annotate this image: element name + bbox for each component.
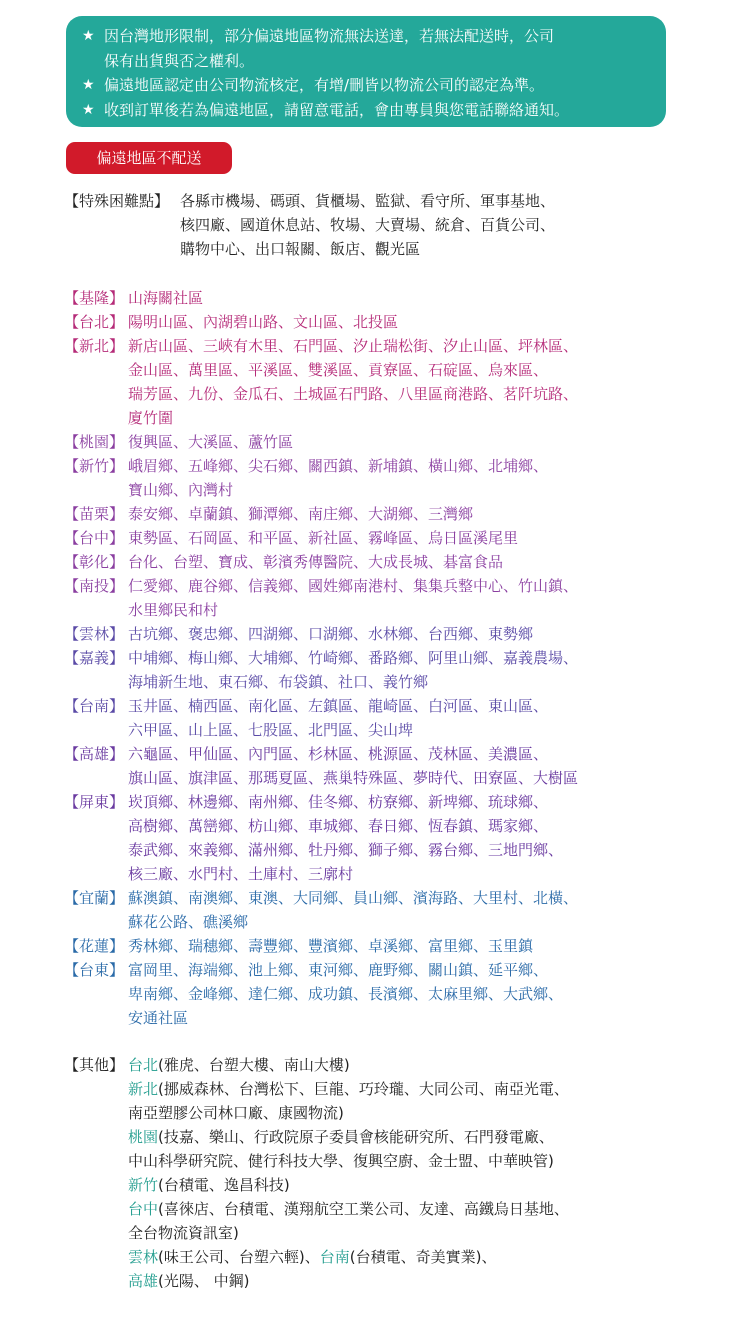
others-city: 桃園 (128, 1128, 159, 1146)
others-text: 中山科學研究院、健行科技大學、復興空廚、金士盟、中華映管) (128, 1152, 554, 1170)
others-text: (雅虎、台塑大樓、南山大樓) (158, 1056, 350, 1074)
others-city: 新北 (128, 1080, 159, 1098)
notice-item (82, 98, 656, 123)
others-city: 高雄 (128, 1272, 159, 1290)
region-line: 泰安鄉、卓蘭鎮、獅潭鄉、南庄鄉、大湖鄉、三灣鄉 (128, 505, 474, 523)
region-row (64, 934, 578, 958)
others-line (128, 1053, 569, 1077)
others-text: 南亞塑膠公司林口廠、康國物流) (128, 1104, 344, 1122)
notice-line: 偏遠地區認定由公司物流核定，有增/刪皆以物流公司的認定為準。 (104, 76, 545, 94)
region-line: 安通社區 (128, 1009, 189, 1027)
others-city: 雲林 (128, 1248, 159, 1266)
region-row (64, 334, 578, 430)
others-line (128, 1149, 569, 1173)
others-line (128, 1125, 569, 1149)
region-key: 【台北】 (64, 313, 125, 331)
others-line (128, 1269, 569, 1293)
region-row (64, 286, 578, 310)
region-line: 海埔新生地、東石鄉、布袋鎮、社口、義竹鄉 (128, 673, 429, 691)
others-city: 台南 (319, 1248, 350, 1266)
others-line (128, 1245, 569, 1269)
others-line (128, 1221, 569, 1245)
others-text: (技嘉、樂山、行政院原子委員會核能研究所、石門發電廠、 (158, 1128, 554, 1146)
region-key: 【屏東】 (64, 793, 125, 811)
region-key: 【宜蘭】 (64, 889, 125, 907)
region-line: 玉井區、楠西區、南化區、左鎮區、龍崎區、白河區、東山區、 (128, 697, 549, 715)
region-line: 旗山區、旗津區、那瑪夏區、燕巢特殊區、夢時代、田寮區、大樹區 (128, 769, 579, 787)
no-delivery-tag: 偏遠地區不配送 (66, 142, 232, 174)
region-key: 【南投】 (64, 577, 125, 595)
others-text: (光陽、 中鋼) (158, 1272, 250, 1290)
region-key: 【新北】 (64, 337, 125, 355)
region-row (64, 958, 578, 1030)
special-points-section (64, 189, 555, 261)
region-line: 六龜區、甲仙區、內門區、杉林區、桃源區、茂林區、美濃區、 (128, 745, 549, 763)
star-icon: ★ (82, 101, 95, 118)
region-key: 【台南】 (64, 697, 125, 715)
region-line: 蘇花公路、礁溪鄉 (128, 913, 249, 931)
special-points-line: 核四廠、國道休息站、牧場、大賣場、統倉、百貨公司、 (180, 216, 556, 234)
region-line: 峨眉鄉、五峰鄉、尖石鄉、關西鎮、新埔鎮、橫山鄉、北埔鄉、 (128, 457, 549, 475)
others-text: (挪威森林、台灣松下、巨龍、巧玲瓏、大同公司、南亞光電、 (158, 1080, 569, 1098)
region-key: 【嘉義】 (64, 649, 125, 667)
region-line: 廈竹圍 (128, 409, 174, 427)
region-key: 【苗栗】 (64, 505, 125, 523)
others-text: (味王公司、台塑六輕)、 (158, 1248, 320, 1266)
others-line (128, 1101, 569, 1125)
regions-list (64, 286, 578, 1030)
others-line (128, 1077, 569, 1101)
region-row (64, 694, 578, 742)
region-row (64, 550, 578, 574)
others-line (128, 1197, 569, 1221)
others-key: 【其他】 (64, 1056, 125, 1074)
region-key: 【彰化】 (64, 553, 125, 571)
region-row (64, 502, 578, 526)
special-points-key: 【特殊困難點】 (64, 192, 170, 210)
region-line: 東勢區、石岡區、和平區、新社區、霧峰區、烏日區溪尾里 (128, 529, 519, 547)
region-line: 新店山區、三峽有木里、石門區、汐止瑞松街、汐止山區、坪林區、 (128, 337, 579, 355)
region-key: 【花蓮】 (64, 937, 125, 955)
region-line: 古坑鄉、褒忠鄉、四湖鄉、口湖鄉、水林鄉、台西鄉、東勢鄉 (128, 625, 534, 643)
region-row (64, 310, 578, 334)
others-city: 台北 (128, 1056, 159, 1074)
region-key: 【雲林】 (64, 625, 125, 643)
region-line: 崁頂鄉、林邊鄉、南州鄉、佳冬鄉、枋寮鄉、新埤鄉、琉球鄉、 (128, 793, 549, 811)
notice-item (82, 24, 656, 73)
region-line: 蘇澳鎮、南澳鄉、東澳、大同鄉、員山鄉、濱海路、大里村、北橫、 (128, 889, 579, 907)
notice-line: 保有出貨與否之權利。 (104, 51, 255, 70)
region-row (64, 526, 578, 550)
region-line: 瑞芳區、九份、金瓜石、土城區石門路、八里區商港路、茗阡坑路、 (128, 385, 579, 403)
region-line: 秀林鄉、瑞穗鄉、壽豐鄉、豐濱鄉、卓溪鄉、富里鄉、玉里鎮 (128, 937, 534, 955)
region-line: 六甲區、山上區、七股區、北門區、尖山埤 (128, 721, 414, 739)
region-key: 【新竹】 (64, 457, 125, 475)
notice-line: 因台灣地形限制，部分偏遠地區物流無法送達，若無法配送時，公司 (104, 27, 555, 45)
region-row (64, 886, 578, 934)
region-key: 【高雄】 (64, 745, 125, 763)
region-line: 富岡里、海端鄉、池上鄉、東河鄉、鹿野鄉、關山鎮、延平鄉、 (128, 961, 549, 979)
region-row (64, 790, 578, 886)
region-line: 水里鄉民和村 (128, 601, 219, 619)
region-line: 台化、台塑、寶成、彰濱秀傳醫院、大成長城、碁富食品 (128, 553, 504, 571)
others-city: 台中 (128, 1200, 159, 1218)
region-line: 金山區、萬里區、平溪區、雙溪區、貢寮區、石碇區、烏來區、 (128, 361, 549, 379)
region-line: 陽明山區、內湖碧山路、文山區、北投區 (128, 313, 399, 331)
star-icon: ★ (82, 77, 95, 93)
region-key: 【基隆】 (64, 289, 125, 307)
region-row (64, 430, 578, 454)
region-line: 山海關社區 (128, 289, 204, 307)
star-icon: ★ (82, 28, 95, 44)
notice-box (66, 16, 666, 127)
region-line: 中埔鄉、梅山鄉、大埔鄉、竹崎鄉、番路鄉、阿里山鄉、嘉義農場、 (128, 649, 579, 667)
region-line: 復興區、大溪區、蘆竹區 (128, 433, 294, 451)
others-text: 全台物流資訊室) (128, 1224, 239, 1242)
region-row (64, 454, 578, 502)
region-row (64, 646, 578, 694)
notice-item (82, 73, 656, 98)
others-section (64, 1053, 569, 1293)
others-text: (台積電、奇美實業)、 (349, 1248, 497, 1266)
region-key: 【台中】 (64, 529, 125, 547)
special-points-line: 各縣市機場、碼頭、貨櫃場、監獄、看守所、軍事基地、 (180, 192, 556, 210)
region-row (64, 742, 578, 790)
region-line: 高樹鄉、萬巒鄉、枋山鄉、車城鄉、春日鄉、恆春鎮、瑪家鄉、 (128, 817, 549, 835)
region-line: 泰武鄉、來義鄉、滿州鄉、牡丹鄉、獅子鄉、霧台鄉、三地門鄉、 (128, 841, 564, 859)
region-key: 【桃園】 (64, 433, 125, 451)
region-line: 寶山鄉、內灣村 (128, 481, 234, 499)
region-key: 【台東】 (64, 961, 125, 979)
others-text: (喜徠店、台積電、漢翔航空工業公司、友達、高鐵烏日基地、 (158, 1200, 569, 1218)
special-points-line: 購物中心、出口報關、飯店、觀光區 (180, 240, 421, 258)
region-line: 仁愛鄉、鹿谷鄉、信義鄉、國姓鄉南港村、集集兵整中心、竹山鎮、 (128, 577, 579, 595)
region-line: 卑南鄉、金峰鄉、達仁鄉、成功鎮、長濱鄉、太麻里鄉、大武鄉、 (128, 985, 564, 1003)
region-line: 核三廠、水門村、土庫村、三廓村 (128, 865, 354, 883)
others-text: (台積電、逸昌科技) (158, 1176, 290, 1194)
region-row (64, 622, 578, 646)
others-city: 新竹 (128, 1176, 159, 1194)
others-line (128, 1173, 569, 1197)
notice-line: 收到訂單後若為偏遠地區，請留意電話，會由專員與您電話聯絡通知。 (104, 100, 570, 119)
region-row (64, 574, 578, 622)
